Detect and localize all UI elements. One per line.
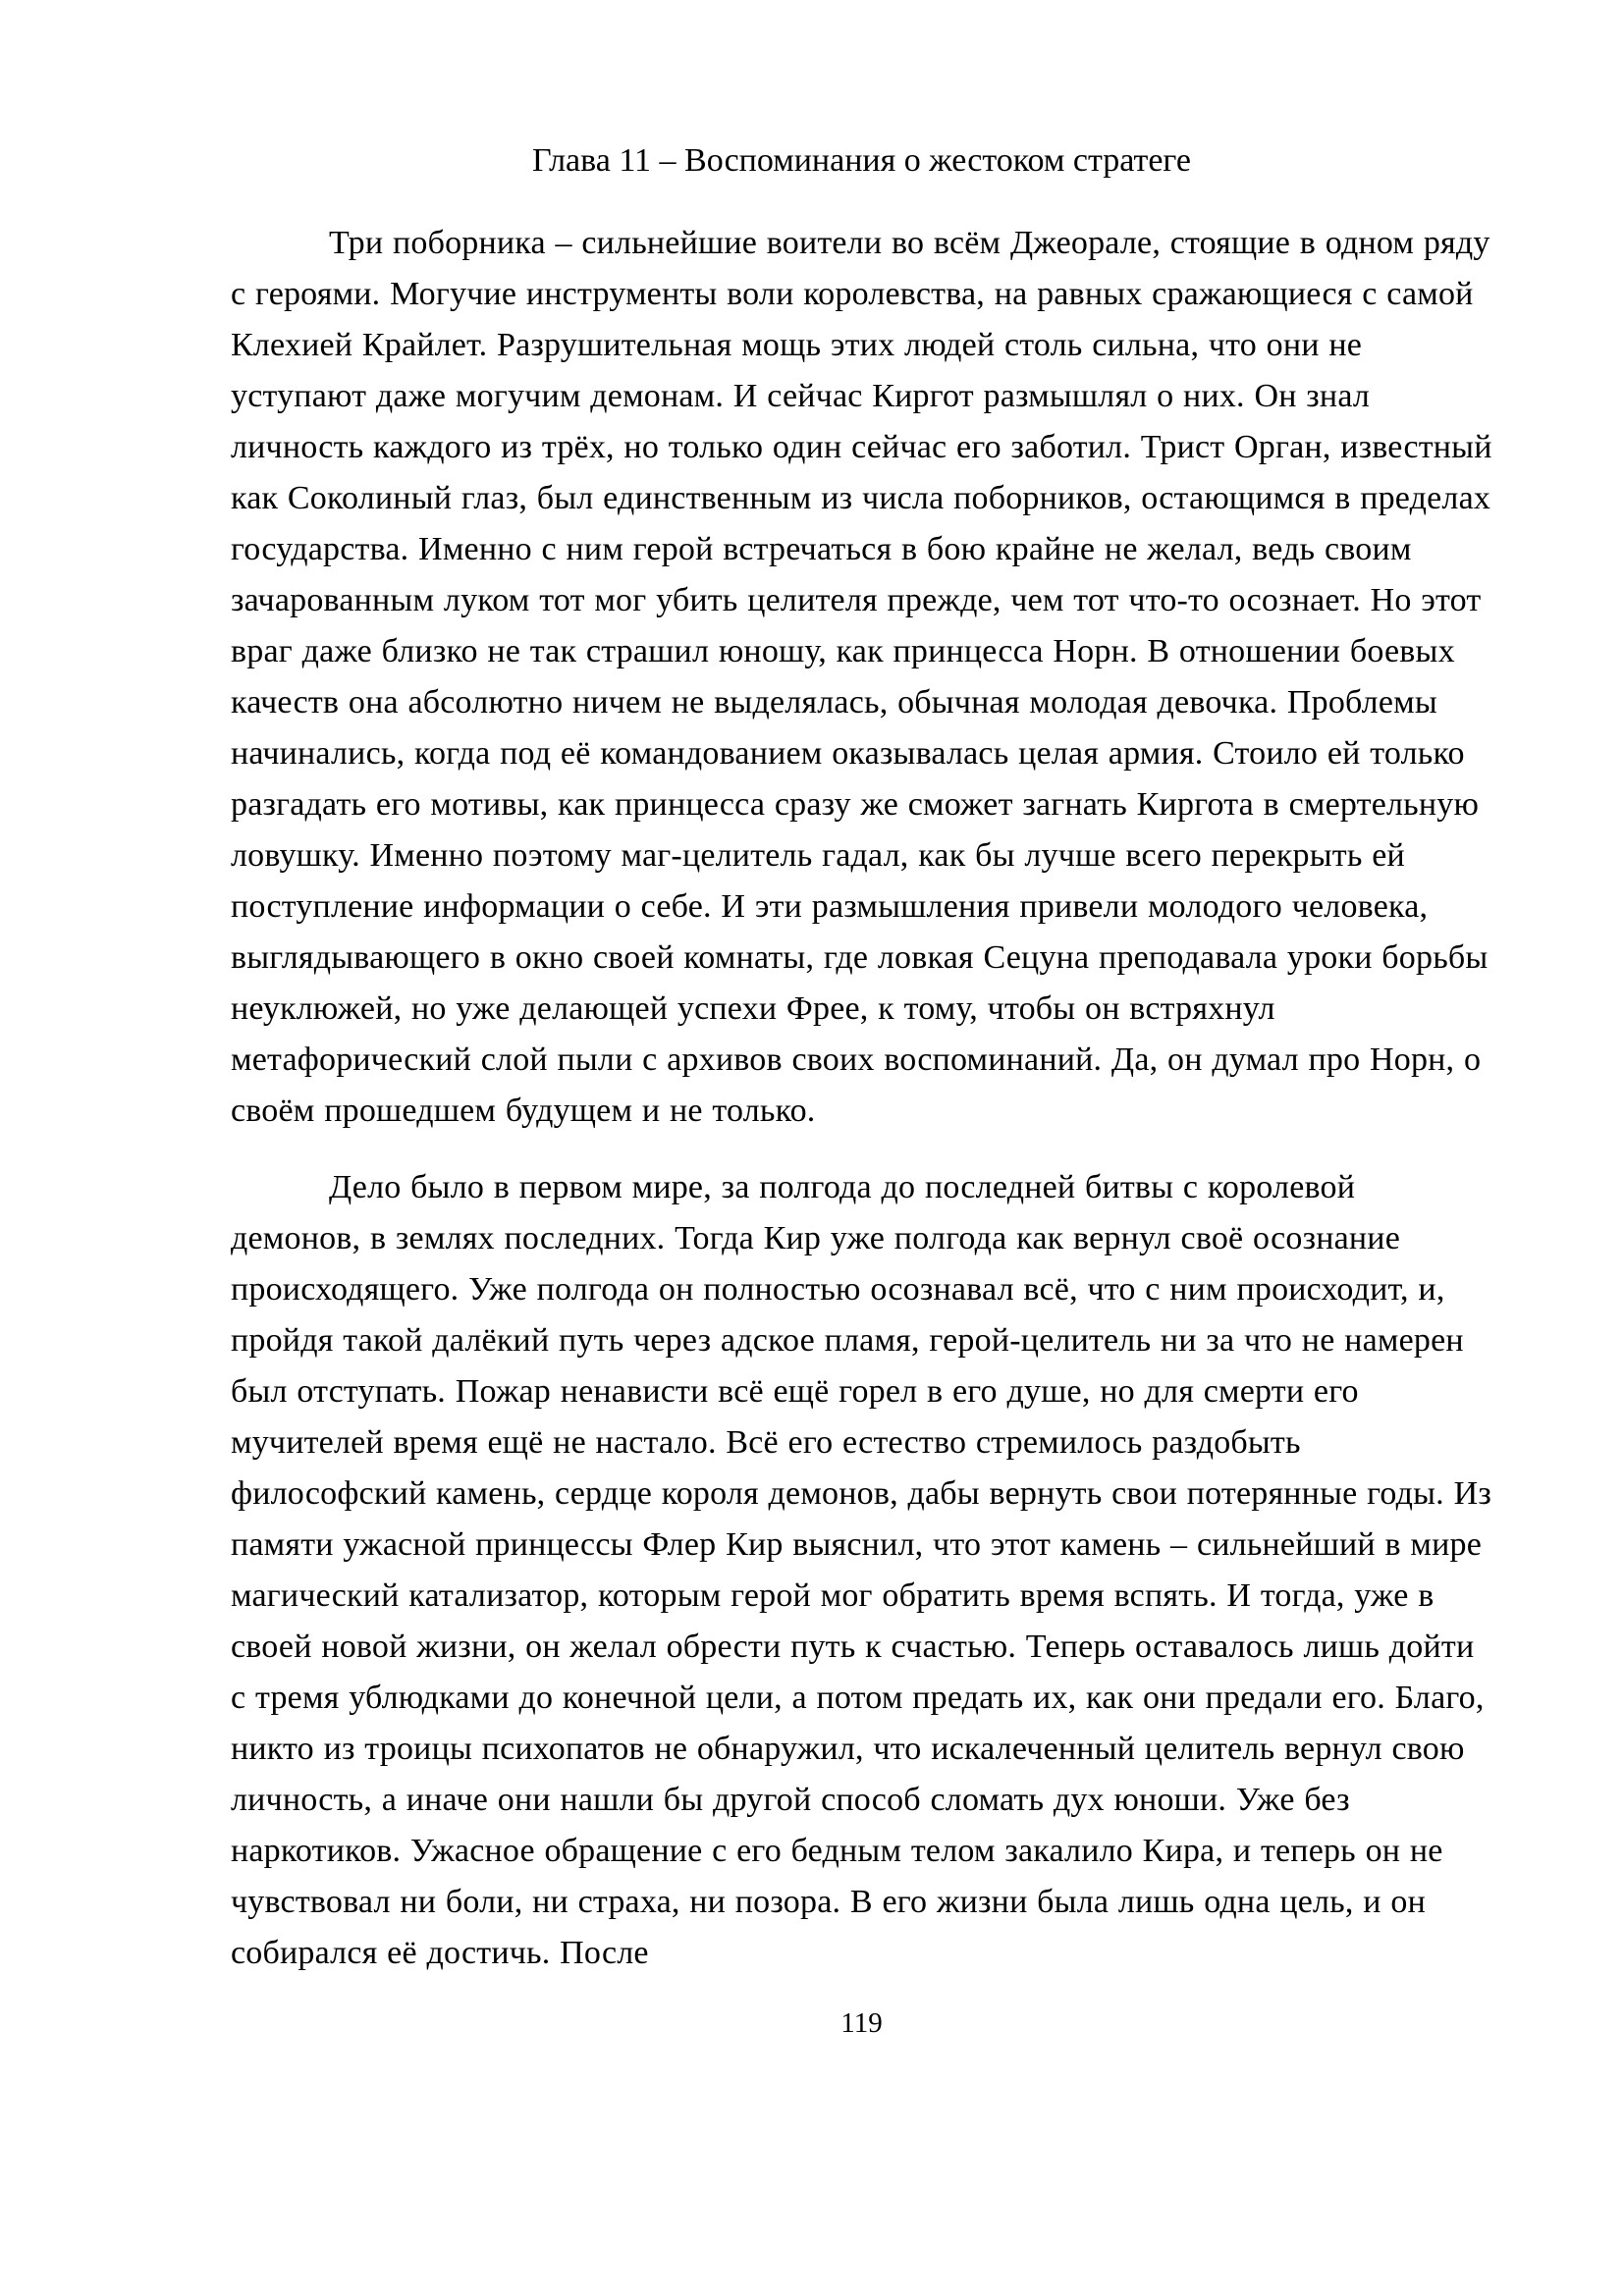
page-number: 119 xyxy=(840,2007,883,2039)
paragraph-1: Три поборника – сильнейшие воители во всём Джеорале, стоящие в одном ряду с героями. Могучие инструменты воли королевства, на равных сражающиеся с самой Клехией Крайлет. Разрушительная мощь этих людей столь сильна, что они не уступают даже могучим демонам. И сейчас Киргот размышлял о них. Он знал личность каждого из трёх, но только один сейчас его заботил. Трист Орган, известный как Соколиный глаз, был единственным из числа поборников, остающимся в пределах государства. Именно с ним герой встречаться в бою крайне не желал, ведь своим зачарованным луком тот мог убить целителя прежде, чем тот что-то осознает. Но этот враг даже близко не так страшил юношу, как принцесса Норн. В отношении боевых качеств она абсолютно ничем не выделялась, обычная молодая девочка. Проблемы начинались, когда под её командованием оказывалась целая армия. Стоило ей только разгадать его мотивы, как принцесса сразу же сможет загнать Киргота в смертельную ловушку. Именно поэтому маг-целитель гадал, как бы лучше всего перекрыть ей поступление информации о себе. И эти размышления привели молодого человека, выглядывающего в окно своей комнаты, где ловкая Сецуна преподавала уроки борьбы неуклюжей, но уже делающей успехи Фрее, к тому, чтобы он встряхнул метафорический слой пыли с архивов своих воспоминаний. Да, он думал про Норн, о своём прошедшем будущем и не только. xyxy=(231,225,1492,1129)
paragraph-2: Дело было в первом мире, за полгода до последней битвы с королевой демонов, в землях последних. Тогда Кир уже полгода как вернул своё осознание происходящего. Уже полгода он полностью осознавал всё, что с ним происходит, и, пройдя такой далёкий путь через адское пламя, герой-целитель ни за что не намерен был отступать. Пожар ненависти всё ещё горел в его душе, но для смерти его мучителей время ещё не настало. Всё его естество стремилось раздобыть философский камень, сердце короля демонов, дабы вернуть свои потерянные годы. Из памяти ужасной принцессы Флер Кир выяснил, что этот камень – сильнейший в мире магический катализатор, которым герой мог обратить время вспять. И тогда, уже в своей новой жизни, он желал обрести путь к счастью. Теперь оставалось лишь дойти с тремя ублюдками до конечной цели, а потом предать их, как они предали его. Благо, никто из троицы психопатов не обнаружил, что искалеченный целитель вернул свою личность, а иначе они нашли бы другой способ сломать дух юноши. Уже без наркотиков. Ужасное обращение с его бедным телом закалило Кира, и теперь он не чувствовал ни боли, ни страха, ни позора. В его жизни была лишь одна цель, и он собирался её достичь. После xyxy=(231,1169,1491,1971)
document-page xyxy=(231,135,1492,2042)
chapter-title: Глава 11 – Воспоминания о жестоком стратеге xyxy=(531,142,1192,179)
